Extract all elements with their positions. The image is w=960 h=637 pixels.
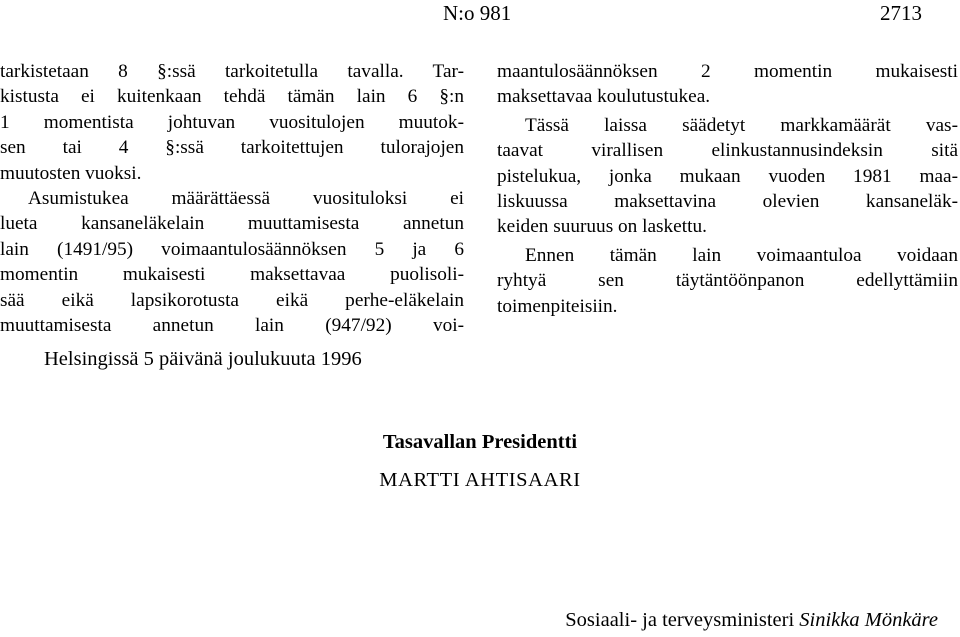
paragraph: [0, 59, 464, 186]
text-line: ryhtyä sen täytäntöönpanon edellyttämiin: [497, 270, 958, 292]
text-line: taavat virallisen elinkustannusindeksin sitä: [497, 140, 958, 162]
text-line: sää eikä lapsikorotusta eikä perhe-eläkelain: [0, 289, 464, 311]
text-line: momentin mukaisesti maksettavaa puolisoli-: [0, 264, 464, 286]
text-line: maksettavaa koulutustukea.: [497, 86, 711, 108]
text-line: muuttamisesta annetun lain (947/92) voi-: [0, 315, 464, 337]
text-line: tarkistetaan 8 §:ssä tarkoitetulla tavalla. Tar-: [0, 61, 464, 82]
paragraph: [497, 243, 958, 319]
right-text-column: [497, 59, 958, 319]
minister-role: Sosiaali- ja terveysministeri: [565, 609, 795, 631]
page-number: 2713: [880, 1, 922, 25]
text-line: lueta kansaneläkelain muuttamisesta annetun: [0, 213, 464, 235]
text-line: lain (1491/95) voimaantulosäännöksen 5 ja 6: [0, 238, 464, 260]
text-line: muutosten vuoksi.: [0, 162, 142, 184]
paragraph: [497, 59, 958, 110]
minister-signature: [565, 607, 938, 633]
paragraph: [0, 186, 464, 338]
president-name: MARTTI AHTISAARI: [379, 469, 581, 491]
text-line: liskuussa maksettavina olevien kansaneläk-: [497, 191, 958, 213]
left-text-column: [0, 59, 464, 338]
text-line: toimenpiteisiin.: [497, 295, 618, 317]
text-line: 1 momentista johtuvan vuositulojen muutok-: [0, 111, 464, 133]
text-line: maantulosäännöksen 2 momentin mukaisesti: [497, 61, 958, 82]
text-line: Tässä laissa säädetyt markkamäärät vas-: [525, 114, 958, 136]
paragraph: [497, 113, 958, 240]
signing-date: Helsingissä 5 päivänä joulukuuta 1996: [44, 348, 362, 370]
text-line: kistusta ei kuitenkaan tehdä tämän lain 6 §:n: [0, 86, 464, 108]
document-number: N:o 981: [443, 1, 512, 25]
text-line: sen tai 4 §:ssä tarkoitettujen tulorajojen: [0, 137, 464, 159]
president-title: Tasavallan Presidentti: [382, 431, 578, 453]
text-line: Ennen tämän lain voimaantuloa voidaan: [525, 244, 958, 266]
text-line: pistelukua, jonka mukaan vuoden 1981 maa-: [497, 165, 958, 187]
minister-name: Sinikka Mönkäre: [799, 609, 938, 631]
text-line: keiden suuruus on laskettu.: [497, 216, 707, 238]
text-line: Asumistukea määrättäessä vuosituloksi ei: [28, 188, 464, 210]
